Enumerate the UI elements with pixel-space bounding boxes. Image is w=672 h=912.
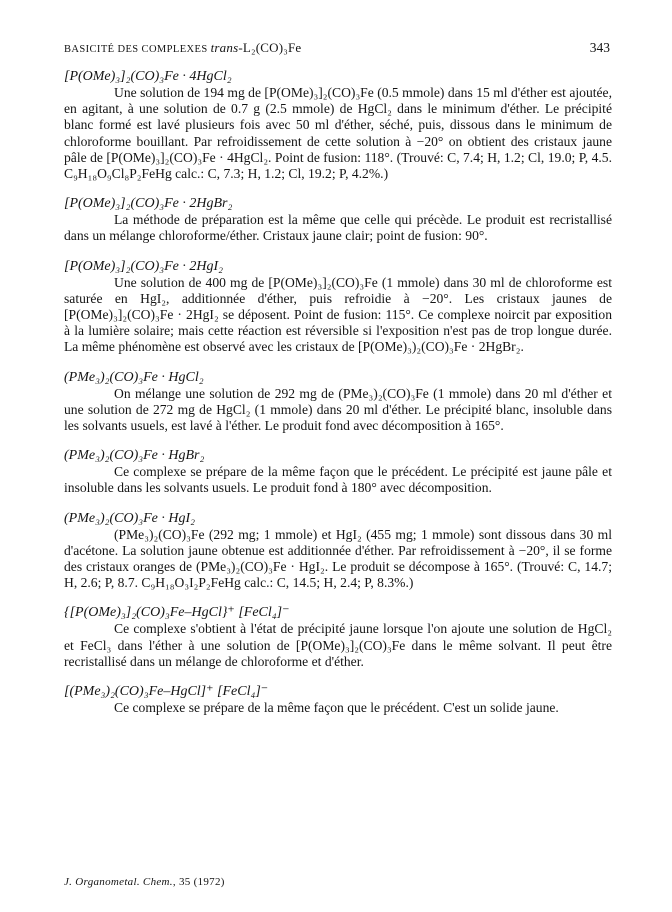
section-fecl4-salt-phosphite: [64, 604, 612, 670]
page-number: 343: [589, 40, 610, 55]
article-body: [64, 68, 612, 729]
section-title: (PMe₃)₂(CO)₃Fe · HgCl₂: [64, 369, 204, 385]
section-title: {[P(OMe)₃]₂(CO)₃Fe–HgCl}⁺ [FeCl₄]⁻: [64, 605, 290, 621]
section-title: (PMe₃)₂(CO)₃Fe · HgI₂: [64, 510, 196, 526]
section-fecl4-salt-phosphine: [64, 683, 612, 716]
section-hgi2-phosphine: [64, 510, 612, 592]
section-paragraph: Une solution de 400 mg de [P(OMe)₃]₂(CO)₃Fe (1 mmole) dans 30 ml de chloroforme est saturée en HgI₂, additionnée d'éther, puis refroidie à −20°. Les cristaux jaunes de [P(OMe)₃]₂(CO)₃Fe · 2HgI₂ se déposent. Point de fusion: 115°. Ce complexe noircit par exposition à la lumière solaire; mais cette réaction est réversible si l'exposition n'est pas de trop longue durée. La même phénomène est observé avec les cristaux de [P(OMe)₃)₂(CO)₃Fe · 2HgBr₂.: [64, 274, 612, 355]
section-paragraph: (PMe₃)₂(CO)₃Fe (292 mg; 1 mmole) et HgI₂ (455 mg; 1 mmole) sont dissous dans 30 ml d'acétone. La solution jaune obtenue est additionnée d'éther. Par refroidissement à −20°, il se forme des cristaux oranges de (PMe₃)₂(CO)₃Fe · HgI₂. Le produit se décompose à 165°. (Trouvé: C, 14.7; H, 2.6; P, 8.7. C₉H₁₈O₃I₂P₂FeHg calc.: C, 14.5; H, 2.4; P, 8.3%.): [64, 526, 612, 591]
journal-footer: [64, 874, 225, 890]
section-paragraph: On mélange une solution de 292 mg de (PMe₃)₂(CO)₃Fe (1 mmole) dans 20 ml d'éther et une solution de 272 mg de HgCl₂ (1 mmole) dans 20 ml d'éther. Le précipité blanc, insoluble dans les solvants usuels, est lavé à l'éther. Le produit fond avec décomposition à 165°.: [64, 385, 612, 434]
section-title: [P(OMe)₃]₂(CO)₃Fe · 2HgI₂: [64, 258, 224, 274]
running-title-suffix: -L₂(CO)₃Fe: [238, 40, 302, 55]
running-title: [64, 40, 301, 58]
section-paragraph: Une solution de 194 mg de [P(OMe)₃]₂(CO)₃Fe (0.5 mmole) dans 15 ml d'éther est ajoutée, en agitant, à une solution de 0.7 g (2.5 mmole) de HgCl₂ dans le minimum d'éther. Le précipité blanc formé est lavé plusieurs fois avec 50 ml d'éther, séché, puis, dissous dans le minimum de chloroforme bouillant. Par refroidissement de cette solution à −20° on obtient des cristaux jaune pâle de [P(OMe)₃]₂(CO)₃Fe · 4HgCl₂. Point de fusion: 118°. (Trouvé: C, 7.4; H, 1.2; Cl, 19.0; P, 4.5. C₉H₁₈O₉Cl₈P₂FeHg calc.: C, 7.3; H, 1.2; Cl, 19.2; P, 4.2%.): [64, 85, 612, 182]
running-header: [64, 40, 610, 58]
journal-volume-year: , 35 (1972): [172, 876, 225, 888]
section-paragraph: Ce complexe s'obtient à l'état de précipité jaune lorsque l'on ajoute une solution de HgCl₂ et FeCl₃ dans l'éther à une solution de [P(OMe)₃]₂(CO)₃Fe dans le même solvant. Il peut être recristallisé dans un mélange de chloroforme et d'éther.: [64, 621, 612, 669]
section-hgcl2-phosphite: [64, 68, 612, 182]
section-title: [P(OMe)₃]₂(CO)₃Fe · 2HgBr₂: [64, 196, 233, 212]
journal-name: J. Organometal. Chem.: [64, 876, 173, 888]
section-title: [(PMe₃)₂(CO)₃Fe–HgCl]⁺ [FeCl₄]⁻: [64, 684, 269, 700]
section-title: [P(OMe)₃]₂(CO)₃Fe · 4HgCl₂: [64, 69, 232, 84]
section-hgbr2-phosphine: [64, 447, 612, 496]
running-title-prefix: BASICITÉ DES COMPLEXES: [64, 44, 211, 55]
section-title: (PMe₃)₂(CO)₃Fe · HgBr₂: [64, 448, 205, 464]
section-paragraph: Ce complexe se prépare de la même façon que le précédent. Le précipité est jaune pâle et insoluble dans les solvants usuels. Le produit fond à 180° avec décomposition.: [64, 464, 612, 496]
section-paragraph: La méthode de préparation est la même que celle qui précède. Le produit est recristallisé dans un mélange chloroforme/éther. Cristaux jaune clair; point de fusion: 90°.: [64, 212, 612, 244]
section-hgbr2-phosphite: [64, 195, 612, 244]
section-hgcl2-phosphine: [64, 369, 612, 435]
section-paragraph: Ce complexe se prépare de la même façon que le précédent. C'est un solide jaune.: [114, 700, 559, 716]
running-title-italic: trans: [210, 40, 239, 55]
section-hgi2-phosphite: [64, 258, 612, 356]
